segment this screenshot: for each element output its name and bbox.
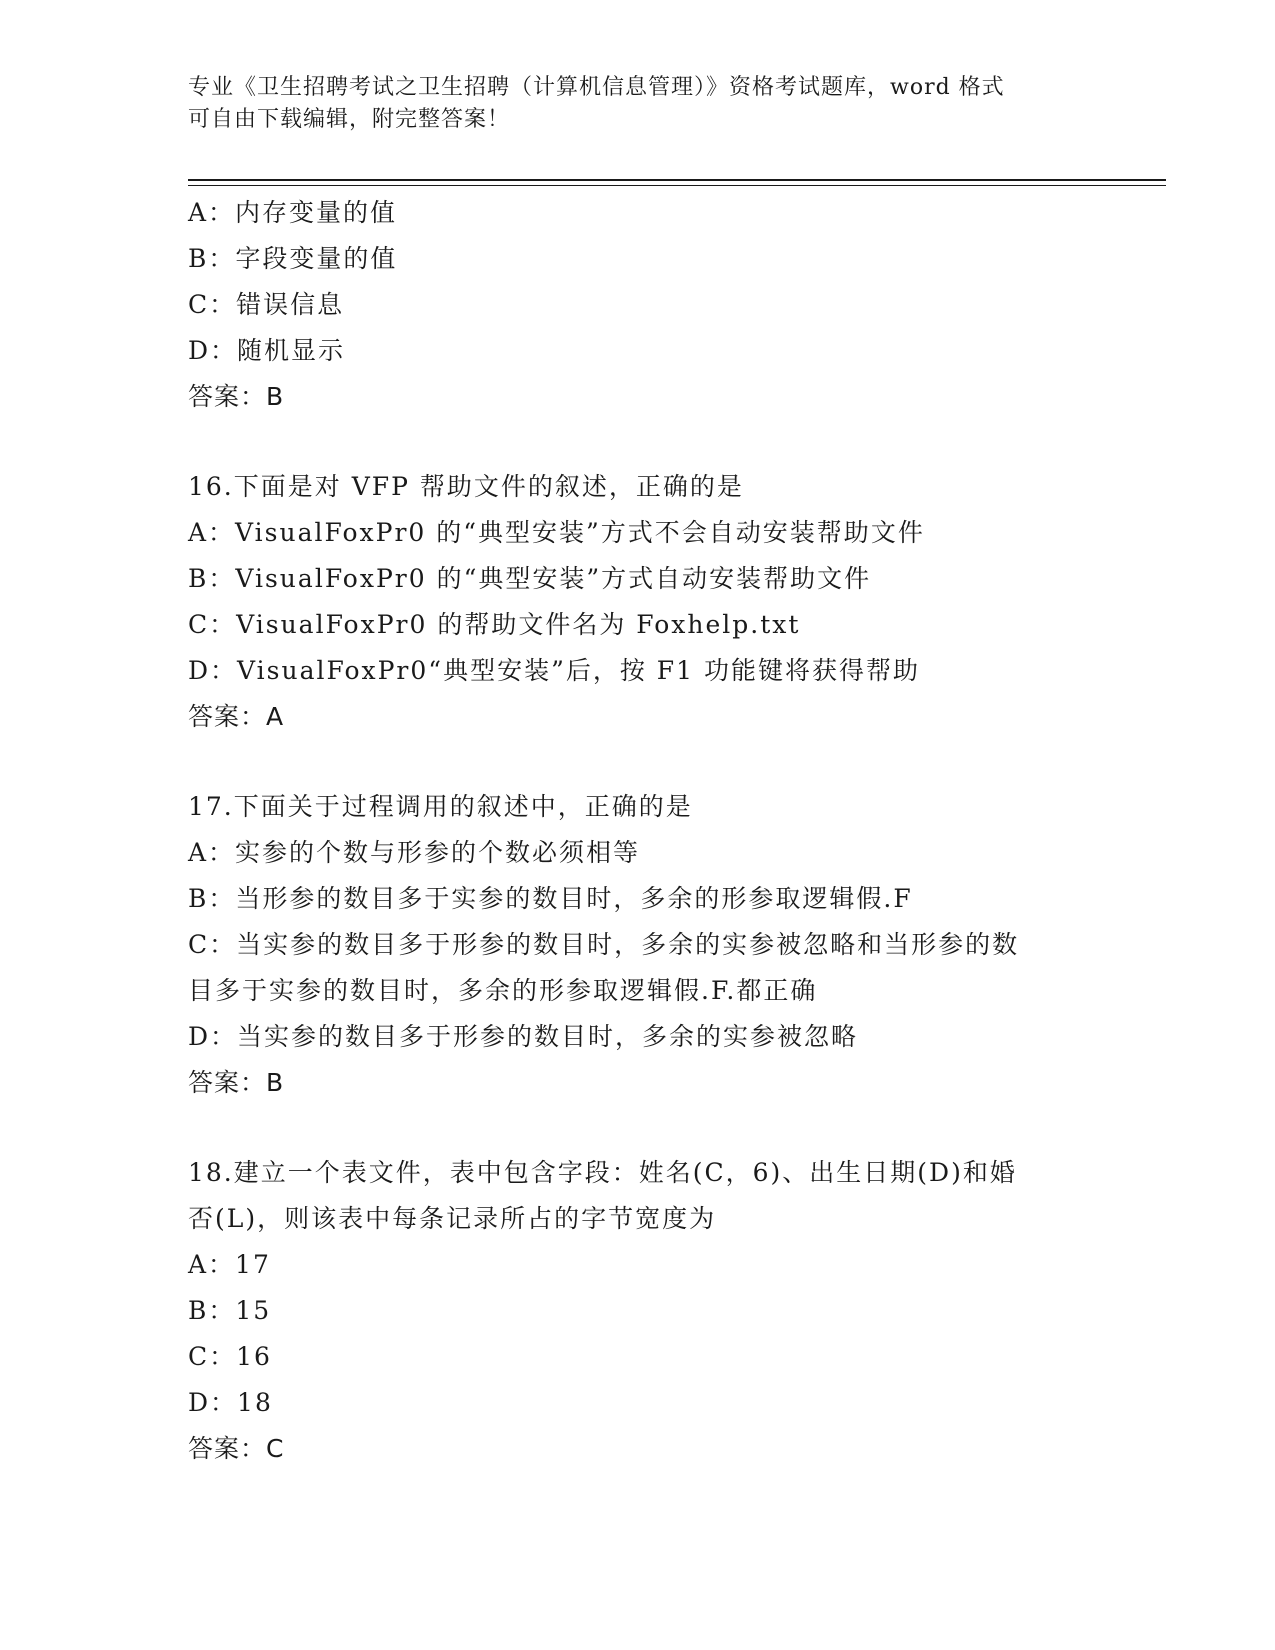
question-stem: 17.下面关于过程调用的叙述中，正确的是: [188, 792, 693, 821]
option-b: B：当形参的数目多于实参的数目时，多余的形参取逻辑假.F: [188, 884, 913, 913]
question-stem-continued: 否(L)，则该表中每条记录所占的字节宽度为: [188, 1204, 717, 1233]
header-line-2: 可自由下载编辑，附完整答案！: [188, 107, 511, 132]
question-block: [188, 784, 1088, 1106]
question-block: [188, 1150, 1088, 1472]
question-list: [188, 190, 1088, 1472]
question-stem: 16.下面是对 VFP 帮助文件的叙述，正确的是: [188, 472, 744, 501]
option-b: B：15: [188, 1296, 272, 1325]
option-a: A：17: [188, 1250, 271, 1279]
option-b: B：字段变量的值: [188, 244, 398, 273]
option-c: C：VisualFoxPr0 的帮助文件名为 Foxhelp.txt: [188, 610, 801, 639]
option-c: C：16: [188, 1342, 272, 1371]
option-c-continued: 目多于实参的数目时，多余的形参取逻辑假.F.都正确: [188, 976, 818, 1005]
option-b: B：VisualFoxPr0 的“典型安装”方式自动安装帮助文件: [188, 564, 872, 593]
question-block: [188, 464, 1088, 740]
header-line-1: 专业《卫生招聘考试之卫生招聘（计算机信息管理）》资格考试题库，word 格式: [188, 75, 1005, 100]
option-a: A：VisualFoxPr0 的“典型安装”方式不会自动安装帮助文件: [188, 518, 925, 547]
option-c: C：当实参的数目多于形参的数目时，多余的实参被忽略和当形参的数: [188, 930, 1020, 959]
option-d: D：随机显示: [188, 336, 346, 365]
answer-line: 答案：A: [188, 702, 285, 731]
document-header: [188, 72, 1068, 136]
option-d: D：18: [188, 1388, 273, 1417]
option-d: D：VisualFoxPr0“典型安装”后，按 F1 功能键将获得帮助: [188, 656, 921, 685]
option-a: A：实参的个数与形参的个数必须相等: [188, 838, 641, 867]
option-a: A：内存变量的值: [188, 198, 398, 227]
question-block: [188, 190, 1088, 420]
answer-line: 答案：C: [188, 1434, 285, 1463]
answer-line: 答案：B: [188, 382, 285, 411]
option-c: C：错误信息: [188, 290, 345, 319]
option-d: D：当实参的数目多于形参的数目时，多余的实参被忽略: [188, 1022, 859, 1051]
header-divider: [188, 179, 1166, 186]
question-stem: 18.建立一个表文件，表中包含字段：姓名(C，6)、出生日期(D)和婚: [188, 1158, 1017, 1187]
answer-line: 答案：B: [188, 1068, 285, 1097]
